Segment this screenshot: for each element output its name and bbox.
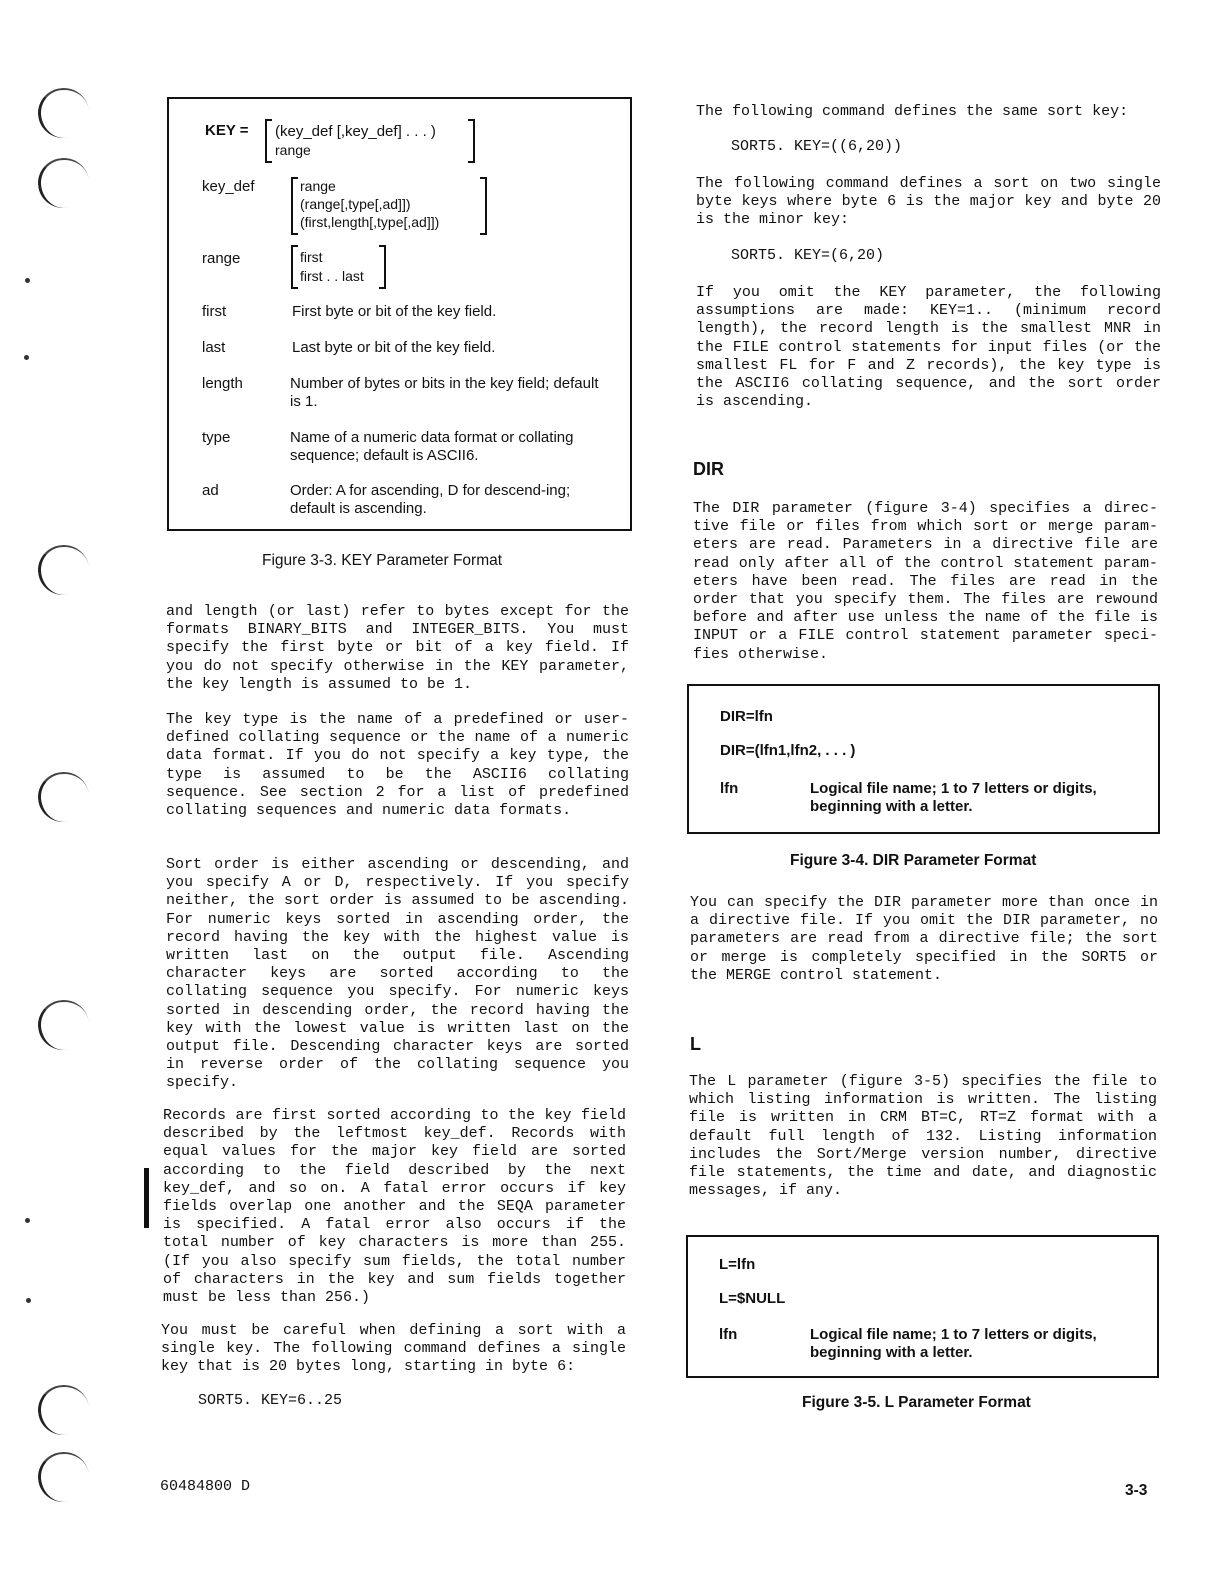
binder-hole <box>35 1449 92 1506</box>
right-code-2: SORT5. KEY=(6,20) <box>731 247 885 264</box>
key-def-option: (range[,type[,ad]]) <box>300 196 411 212</box>
bracket-right <box>379 245 386 289</box>
right-paragraph-4: The DIR parameter (figure 3-4) specifies a direc-tive file or files from which sort or merge param-eters are read. Parameters in a directive file are read only after all of the control statement param-eters have been read. The files are read in the order that you specify them. The files are rewound before and after use unless the name of the file is INPUT or a FILE control statement parameter speci-fies otherwise. <box>693 500 1158 663</box>
left-paragraph-2: The key type is the name of a predefined or user-defined collating sequence or the name of a numeric data format. If you do not specify a key type, the type is assumed to be the ASCII6 collating sequence. See section 2 for a list of predefined collating sequences and numeric data formats. <box>166 711 629 820</box>
left-paragraph-3: Sort order is either ascending or descending, and you specify A or D, respectively. If you specify neither, the sort order is assumed to be ascending. For numeric keys sorted in ascending order, the record having the key with the highest value is written last on the output file. Ascending character keys are sorted according to the collating sequence you specify. For numeric keys sorted in descending order, the record having the key with the lowest value is written last on the output file. Descending character keys are sorted in reverse order of the collating sequence you specify. <box>166 856 629 1092</box>
lfn-description: Logical file name; 1 to 7 letters or digits, beginning with a letter. <box>810 780 1097 815</box>
type-description: Name of a numeric data format or collating sequence; default is ASCII6. <box>290 429 574 464</box>
ad-label: ad <box>202 482 219 499</box>
right-code-1: SORT5. KEY=((6,20)) <box>731 138 903 155</box>
range-label: range <box>202 250 241 267</box>
figure-3-4-caption: Figure 3-4. DIR Parameter Format <box>790 852 1037 869</box>
right-paragraph-5: You can specify the DIR parameter more than once in a directive file. If you omit the DIR parameter, no parameters are read from a directive file; the sort or merge is completely specified in the SORT5 or the MERGE control statement. <box>690 894 1158 984</box>
figure-3-3-box <box>167 97 632 531</box>
ad-description: Order: A for ascending, D for descend-ing; default is ascending. <box>290 482 571 517</box>
binder-hole <box>35 155 92 212</box>
binder-hole <box>35 542 92 599</box>
bracket-left <box>291 245 298 289</box>
left-paragraph-5: You must be careful when defining a sort with a single key. The following command defines a single key that is 20 bytes long, starting in byte 6: <box>161 1322 626 1376</box>
length-description: Number of bytes or bits in the key field; default is 1. <box>290 375 599 410</box>
bracket-left <box>265 119 272 163</box>
range-option: first . . last <box>300 268 364 284</box>
lfn-description: Logical file name; 1 to 7 letters or digits, beginning with a letter. <box>810 1326 1097 1361</box>
range-option: first <box>300 249 323 265</box>
speck <box>25 1218 30 1223</box>
key-option-list: (key_def [,key_def] . . . ) <box>275 123 436 140</box>
binder-hole <box>35 1382 92 1439</box>
speck <box>25 278 30 283</box>
binder-hole <box>35 769 92 826</box>
speck <box>26 1298 31 1303</box>
last-description: Last byte or bit of the key field. <box>292 339 496 356</box>
figure-3-3-caption: Figure 3-3. KEY Parameter Format <box>262 552 503 569</box>
right-paragraph-3: If you omit the KEY parameter, the following assumptions are made: KEY=1.. (minimum record length), the record length is the smallest MNR in the FILE control statements for input files (or the smallest FL for F and Z records), the key type is the ASCII6 collating sequence, and the sort order is ascending. <box>696 284 1161 411</box>
bracket-right <box>480 177 487 235</box>
left-paragraph-1: and length (or last) refer to bytes except for the formats BINARY_BITS and INTEGER_BITS. You must specify the first byte or bit of a key field. If you do not specify otherwise in the KEY parameter, the key length is assumed to be 1. <box>166 603 629 693</box>
lfn-label: lfn <box>719 1326 738 1343</box>
first-description: First byte or bit of the key field. <box>292 303 497 320</box>
dir-format-line-2: DIR=(lfn1,lfn2, . . . ) <box>720 742 856 759</box>
left-paragraph-4: Records are first sorted according to the key field described by the leftmost key_def. Records with equal values for the major key field are sorted according to the field described by the next key_def, and so on. A fatal error occurs if key fields overlap one another and the SEQA parameter is specified. A fatal error also occurs if the total number of key characters is more than 255. (If you also specify sum fields, the total number of characters in the key and sum fields together must be less than 256.) <box>163 1107 626 1307</box>
key-label: KEY = <box>205 122 249 139</box>
speck <box>24 355 29 360</box>
key-def-option: (first,length[,type[,ad]]) <box>300 214 440 230</box>
lfn-label: lfn <box>720 780 739 797</box>
figure-3-5-caption: Figure 3-5. L Parameter Format <box>802 1394 1031 1411</box>
last-label: last <box>202 339 226 356</box>
change-bar <box>144 1168 149 1228</box>
figure-3-5-box <box>686 1235 1159 1378</box>
key-option-range: range <box>275 142 311 158</box>
l-heading: L <box>690 1034 701 1054</box>
binder-hole <box>35 997 92 1054</box>
dir-format-line-1: DIR=lfn <box>720 708 773 725</box>
dir-heading: DIR <box>693 459 724 479</box>
right-paragraph-6: The L parameter (figure 3-5) specifies the file to which listing information is written. The listing file is written in CRM BT=C, RT=Z format with a default full length of 132. Listing information includes the Sort/Merge version number, directive file statements, the time and date, and diagnostic messages, if any. <box>689 1073 1157 1200</box>
figure-3-4-box <box>687 684 1160 834</box>
page-number: 3-3 <box>1125 1482 1148 1499</box>
l-format-line-1: L=lfn <box>719 1256 756 1273</box>
right-paragraph-2: The following command defines a sort on two single byte keys where byte 6 is the major key and byte 20 is the minor key: <box>696 175 1161 229</box>
length-label: length <box>202 375 243 392</box>
first-label: first <box>202 303 227 320</box>
type-label: type <box>202 429 231 446</box>
bracket-right <box>468 119 475 163</box>
document-number: 60484800 D <box>160 1478 251 1495</box>
bracket-left <box>291 177 298 235</box>
key-def-option: range <box>300 178 336 194</box>
key-def-label: key_def <box>202 178 255 195</box>
binder-hole <box>35 85 92 142</box>
right-paragraph-1: The following command defines the same sort key: <box>696 103 1129 120</box>
left-code-example: SORT5. KEY=6..25 <box>198 1392 343 1409</box>
l-format-line-2: L=$NULL <box>719 1290 786 1307</box>
